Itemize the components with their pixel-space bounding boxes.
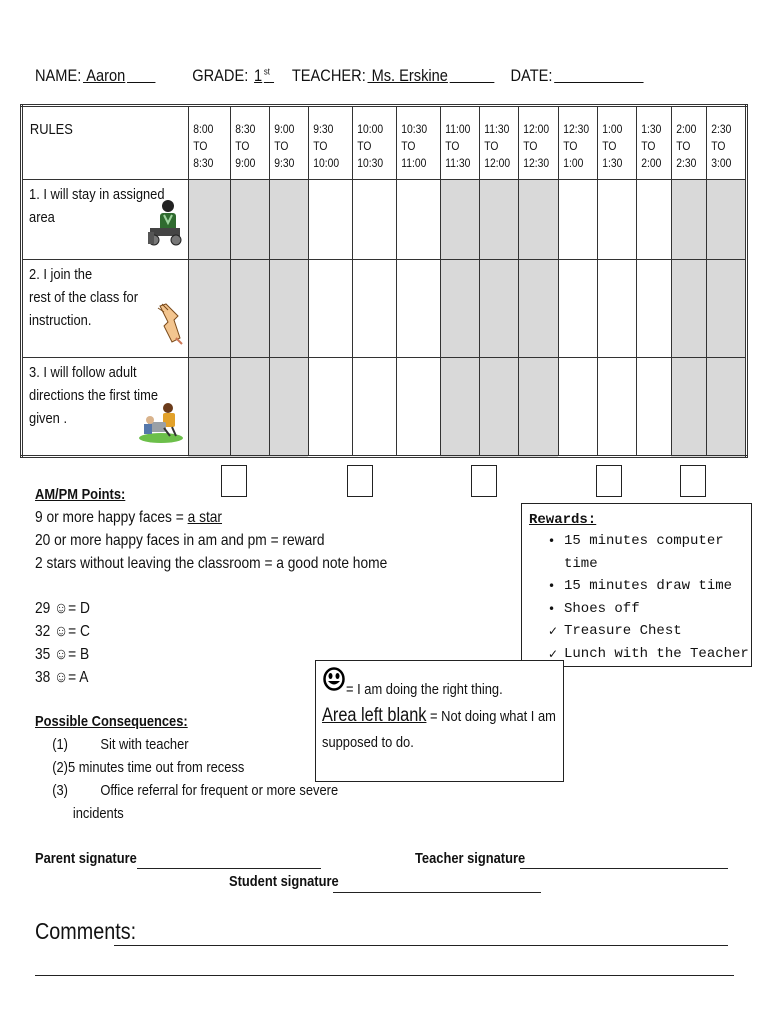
score-cell[interactable] [558,260,597,358]
score-cell[interactable] [188,180,230,260]
grade-label: GRADE: [192,66,249,85]
rule-cell [22,260,189,358]
rule-text: area [29,209,55,226]
point-checkbox[interactable] [596,465,622,497]
score-cell[interactable] [396,358,440,457]
score-cell[interactable] [518,260,558,358]
rule-text: given . [29,410,68,427]
behavior-chart-table [20,104,748,458]
time-slot-header: 2:30 TO 3:00 [706,106,746,180]
children-playing-icon [138,400,184,451]
rule-row [22,260,747,358]
legend-box [315,660,564,782]
time-slot-header: 9:00 TO 9:30 [269,106,308,180]
point-checkbox[interactable] [680,465,706,497]
score-cell[interactable] [706,260,746,358]
score-cell[interactable] [396,260,440,358]
score-cell[interactable] [308,358,352,457]
name-label: NAME: [35,66,82,85]
bullet-icon: • [548,534,556,548]
score-cell[interactable] [352,180,396,260]
rule-text: rest of the class for [29,289,138,306]
student-at-desk-icon [146,198,184,255]
score-cell[interactable] [230,260,269,358]
score-cell[interactable] [308,260,352,358]
time-header-row [22,106,747,180]
rule-text: 1. I will stay in assigned [29,186,165,203]
points-rule-note: 2 stars without leaving the classroom = a good note home [35,555,388,572]
smiley-meaning: = I am doing the right thing. [346,681,503,698]
point-checkbox[interactable] [471,465,497,497]
score-cell[interactable] [440,260,479,358]
comments-line-1[interactable] [114,929,728,946]
checkmark-icon: ✓ [548,646,559,661]
consequence-item: (2)5 minutes time out from recess [52,759,245,776]
score-cell[interactable] [518,180,558,260]
score-cell[interactable] [269,260,308,358]
score-cell[interactable] [440,180,479,260]
time-slot-header: 1:00 TO 1:30 [597,106,636,180]
rule-row [22,358,747,457]
teacher-signature: Teacher signature [415,850,526,867]
date-field[interactable] [554,66,643,85]
time-slot-header: 8:00 TO 8:30 [188,106,230,180]
pointing-hand-icon [154,302,184,353]
time-slot-header: 10:30 TO 11:00 [396,106,440,180]
grade-value: 1 $^{st}$ [254,66,270,85]
score-cell[interactable] [706,180,746,260]
reward-item: • Shoes off [548,598,751,621]
rewards-list [522,530,751,665]
parent-signature: Parent signature [35,850,137,867]
consequences-section [35,710,338,825]
score-cell[interactable] [597,180,636,260]
score-cell[interactable] [479,260,518,358]
score-cell[interactable] [558,358,597,457]
score-cell[interactable] [352,358,396,457]
rules-header: RULES [22,106,189,180]
time-slot-header: 12:00 TO 12:30 [518,106,558,180]
points-rule-reward: 20 or more happy faces in am and pm = reward [35,532,325,549]
bullet-icon: • [548,601,556,616]
student-signature-line[interactable] [333,876,541,893]
grade-scale-b: 35 ☺= B [35,646,90,663]
score-cell[interactable] [230,358,269,457]
score-cell[interactable] [269,358,308,457]
score-cell[interactable] [308,180,352,260]
rewards-title: Rewards: [529,512,597,528]
grade-scale-c: 32 ☺= C [35,623,90,640]
score-cell[interactable] [597,358,636,457]
score-cell[interactable] [706,358,746,457]
rule-cell [22,358,189,457]
date-label: DATE: [510,66,553,85]
score-cell[interactable] [230,180,269,260]
time-slot-header: 10:00 TO 10:30 [352,106,396,180]
score-cell[interactable] [671,358,706,457]
score-cell[interactable] [671,260,706,358]
points-section [35,483,387,689]
score-cell[interactable] [636,180,671,260]
score-cell[interactable] [352,260,396,358]
time-slot-header: 11:30 TO 12:00 [479,106,518,180]
teacher-signature-line[interactable] [520,852,728,869]
grade-scale-a: 38 ☺= A [35,669,89,686]
score-cell[interactable] [558,180,597,260]
score-cell[interactable] [636,358,671,457]
name-value: Aaron [83,66,126,85]
reward-item: • 15 minutes draw time [548,575,751,598]
rule-text: instruction. [29,312,92,329]
blank-meaning: Area left blank = Not doing what I am [322,705,556,726]
time-slot-header: 9:30 TO 10:00 [308,106,352,180]
consequences-heading: Possible Consequences: [35,713,188,730]
score-cell[interactable] [597,260,636,358]
blank-meaning-cont: supposed to do. [322,734,414,751]
header-line [35,66,645,86]
rule-text: directions the first time [29,387,159,404]
checkmark-icon: ✓ [548,624,559,638]
score-cell[interactable] [188,358,230,457]
grade-scale-d: 29 ☺= D [35,600,90,617]
rewards-box [521,503,752,667]
parent-signature-line[interactable] [137,852,321,869]
score-cell[interactable] [396,180,440,260]
points-heading: AM/PM Points: [35,486,126,503]
reward-item: • 15 minutes computer time [548,530,751,575]
reward-item: ✓ Treasure Chest [548,620,751,643]
consequence-continuation: incidents [72,805,124,822]
time-slot-header: 8:30 TO 9:00 [230,106,269,180]
comments-line-2[interactable] [35,959,734,976]
smiley-face-icon [323,667,345,695]
rule-row [22,180,747,260]
time-slot-header: 12:30 TO 1:00 [558,106,597,180]
student-signature: Student signature [229,873,339,890]
bullet-icon: • [548,579,556,593]
score-cell[interactable] [636,260,671,358]
score-cell[interactable] [671,180,706,260]
score-cell[interactable] [269,180,308,260]
rule-text: 3. I will follow adult [29,364,137,381]
reward-item: ✓ Lunch with the Teacher [548,643,751,666]
rule-cell [22,180,189,260]
consequence-item: (3) Office referral for frequent or more severe [52,782,339,799]
score-cell[interactable] [479,358,518,457]
score-cell[interactable] [440,358,479,457]
time-slot-header: 1:30 TO 2:00 [636,106,671,180]
score-cell[interactable] [188,260,230,358]
points-rule-star: 9 or more happy faces = a star [35,509,223,526]
teacher-label: TEACHER: [291,66,366,85]
consequence-item: (1) Sit with teacher [52,736,189,753]
score-cell[interactable] [518,358,558,457]
time-slot-header: 2:00 TO 2:30 [671,106,706,180]
time-slot-header: 11:00 TO 11:30 [440,106,479,180]
comments-label: Comments: [35,918,137,944]
rule-text: 2. I join the [29,266,93,283]
score-cell[interactable] [479,180,518,260]
teacher-value: Ms. Erskine [367,66,448,85]
